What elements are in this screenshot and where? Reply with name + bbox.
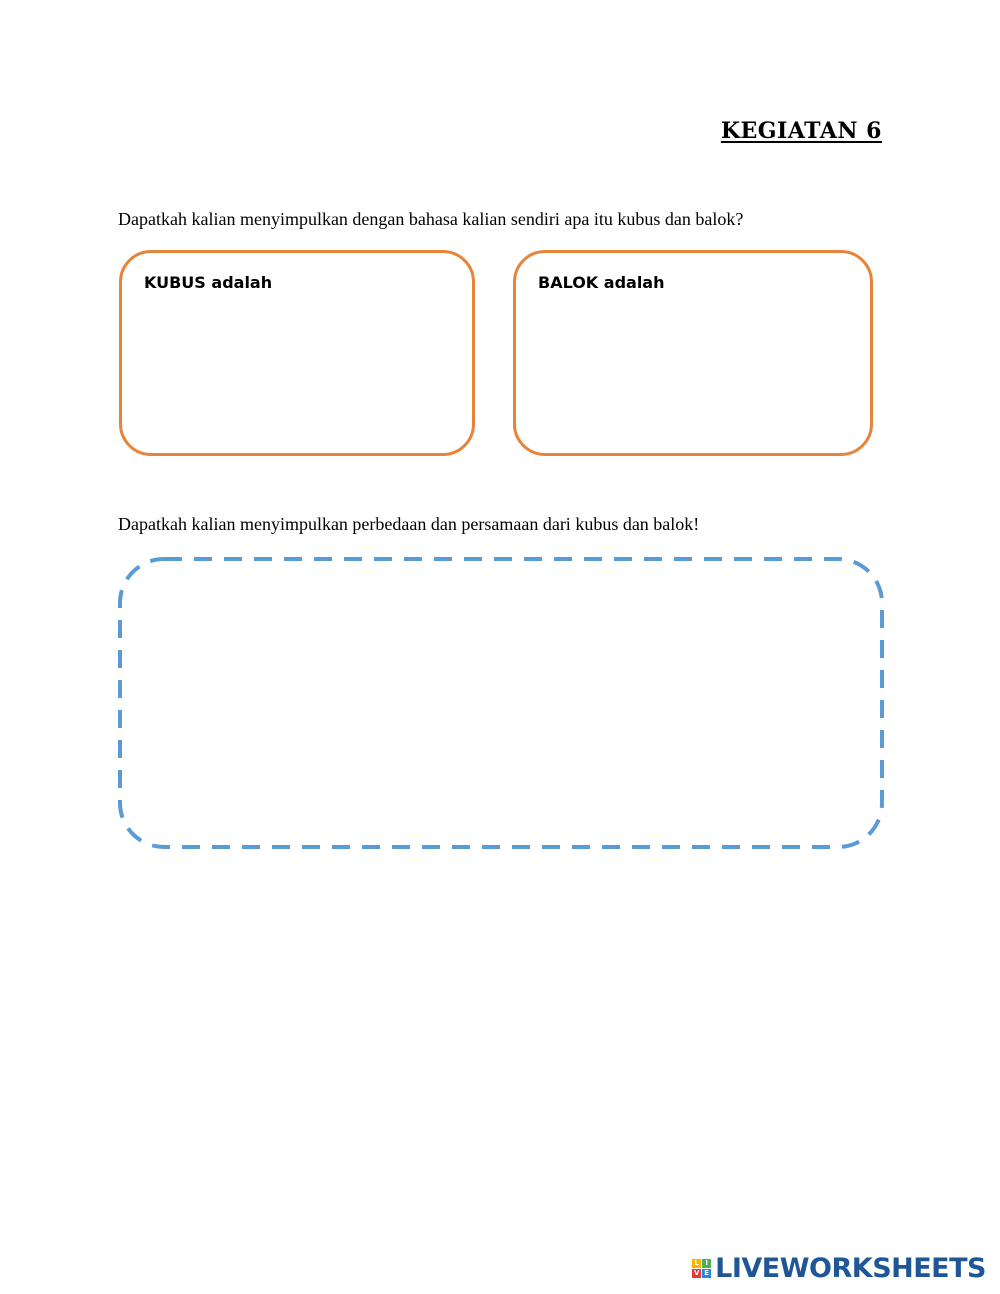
logo-tile-i: I	[702, 1259, 711, 1268]
logo-text: LIVEWORKSHEETS	[715, 1253, 986, 1284]
liveworksheets-logo	[692, 1253, 986, 1284]
balok-label: BALOK adalah	[538, 273, 665, 292]
logo-tile-l: L	[692, 1259, 701, 1268]
comparison-answer-box[interactable]	[118, 557, 884, 849]
logo-tile-e: E	[702, 1269, 711, 1278]
kubus-label: KUBUS adalah	[144, 273, 273, 292]
balok-answer-box[interactable]	[513, 250, 873, 456]
dashed-border	[120, 559, 882, 847]
question-1: Dapatkah kalian menyimpulkan dengan bahasa kalian sendiri apa itu kubus dan balok?	[118, 209, 744, 229]
page-title: KEGIATAN 6	[720, 118, 882, 144]
logo-tile-v: V	[693, 1269, 700, 1277]
kubus-answer-box[interactable]	[119, 250, 475, 456]
question-2: Dapatkah kalian menyimpulkan perbedaan dan persamaan dari kubus dan balok!	[118, 514, 700, 534]
logo-icon	[692, 1259, 711, 1278]
